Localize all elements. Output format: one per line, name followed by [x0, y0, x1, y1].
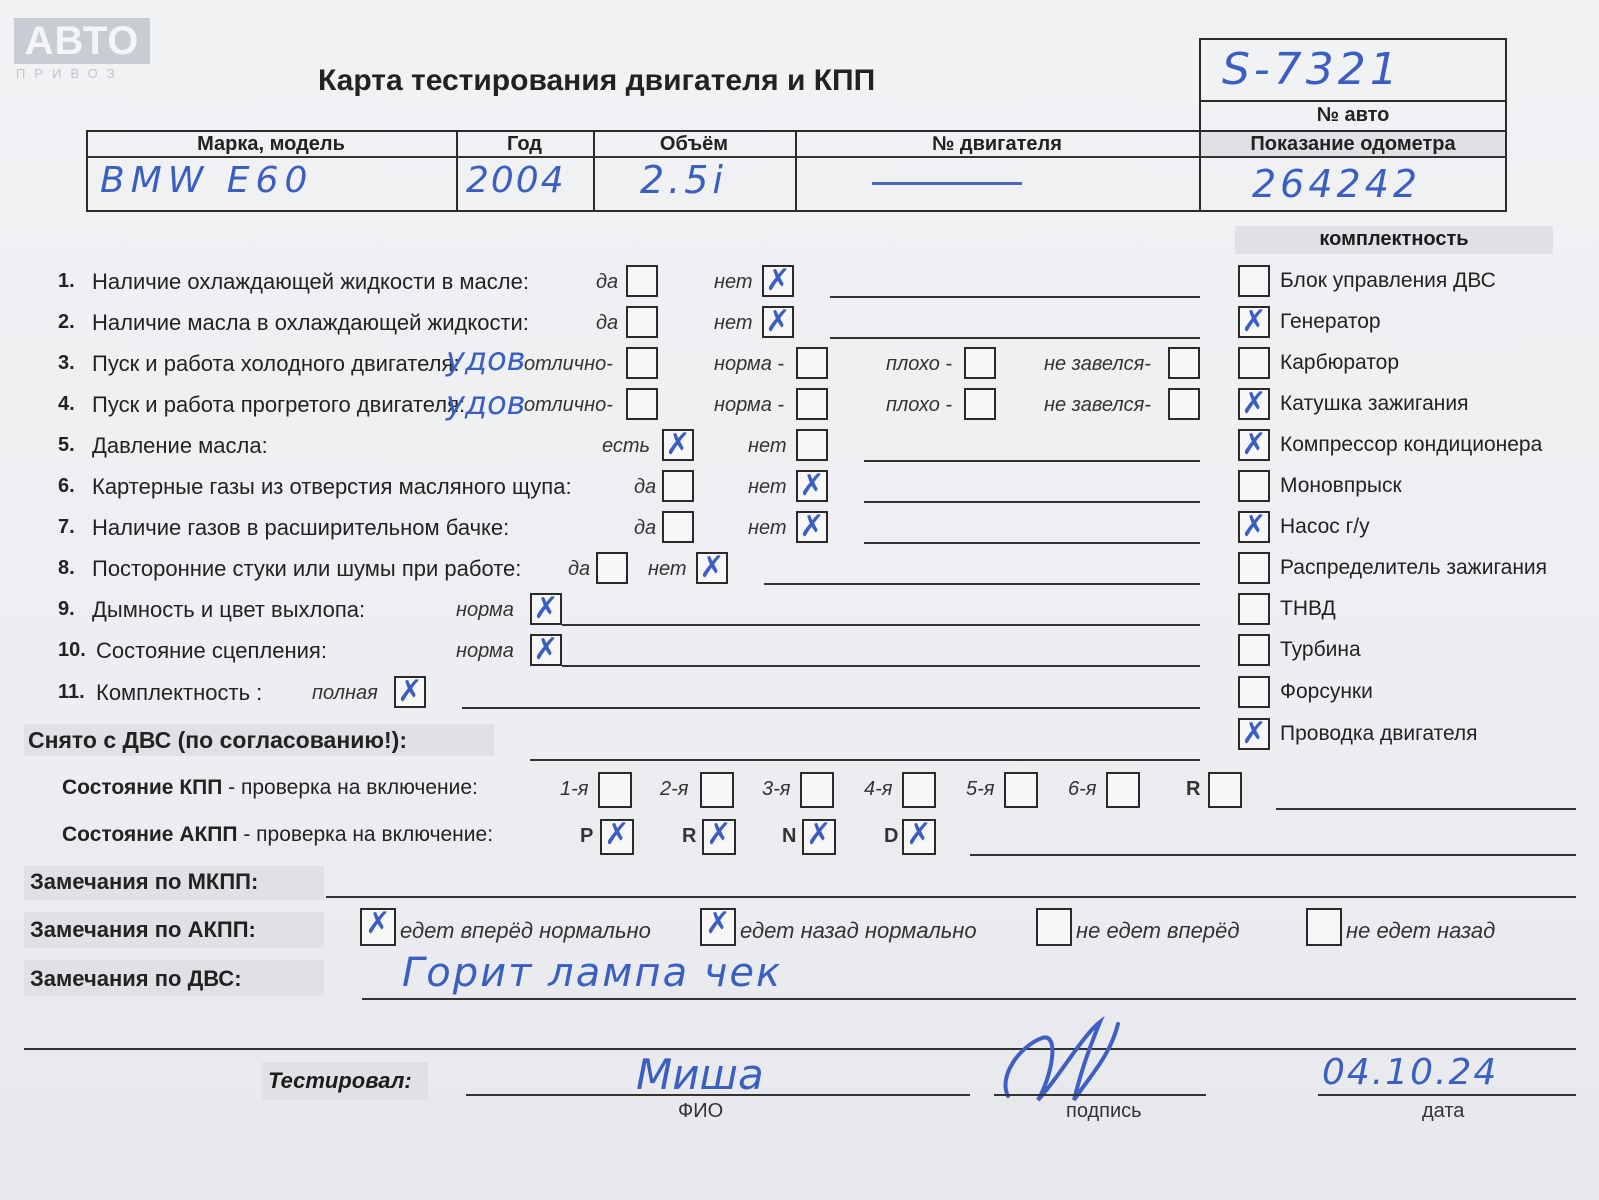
- q7-note-line: [864, 542, 1200, 544]
- gear-3-label: 3-я: [762, 778, 791, 800]
- q7-yes-checkbox[interactable]: [662, 511, 694, 543]
- akpp-forward-ok-checkbox[interactable]: [360, 908, 396, 946]
- q10-normal-mark: ✗: [533, 632, 559, 667]
- gear-1-checkbox[interactable]: [598, 772, 632, 808]
- q8-no-mark: ✗: [699, 550, 725, 585]
- akpp-label: [62, 823, 493, 847]
- akpp-p-mark: ✗: [604, 817, 630, 852]
- akpp-p-label: P: [580, 825, 594, 847]
- q4-nostart-label: не завелся-: [1044, 394, 1151, 416]
- q4-bad-label: плохо -: [886, 394, 953, 416]
- kit-checkbox-3[interactable]: [1238, 347, 1270, 379]
- q4-excellent-checkbox[interactable]: [626, 388, 658, 420]
- logo-subtitle: ПРИВОЗ: [16, 66, 124, 81]
- q4-excellent-label: отлично-: [524, 394, 613, 416]
- kit-checkbox-7[interactable]: [1238, 511, 1270, 543]
- kpp-label: [62, 776, 478, 800]
- kit-item-10: Турбина: [1280, 638, 1361, 661]
- q11-full-checkbox[interactable]: [394, 676, 426, 708]
- q4-nostart-checkbox[interactable]: [1168, 388, 1200, 420]
- q5-no-checkbox[interactable]: [796, 429, 828, 461]
- q1-no-mark: ✗: [765, 263, 791, 298]
- volume-label: Объём: [659, 133, 729, 155]
- kit-heading: комплектность: [1319, 228, 1469, 250]
- q8-note-line: [764, 583, 1200, 585]
- q3-normal-checkbox[interactable]: [796, 347, 828, 379]
- engine-number-dash: [872, 182, 1022, 185]
- q11-text: Комплектность :: [96, 680, 263, 705]
- q8-yes-label: да: [568, 558, 591, 580]
- q7-text: Наличие газов в расширительном бачке:: [92, 515, 510, 540]
- q4-bad-checkbox[interactable]: [964, 388, 996, 420]
- mkpp-notes-label: Замечания по МКПП:: [30, 869, 259, 894]
- q2-note-line: [830, 337, 1200, 339]
- akpp-no-forward-label: не едет вперёд: [1076, 918, 1240, 943]
- gear-2-label: 2-я: [660, 778, 689, 800]
- q2-no-mark: ✗: [765, 304, 791, 339]
- q5-yes-mark: ✗: [665, 427, 691, 462]
- akpp-p-checkbox[interactable]: [600, 819, 634, 855]
- akpp-backward-ok-checkbox[interactable]: [700, 908, 736, 946]
- q9-normal-label: норма: [456, 599, 514, 621]
- page-title: Карта тестирования двигателя и КПП: [318, 64, 876, 97]
- year-label: Год: [507, 133, 542, 155]
- q4-text: Пуск и работа прогретого двигателя:: [92, 392, 466, 417]
- akpp-no-backward-label: не едет назад: [1346, 918, 1496, 943]
- kit-item-12: Проводка двигателя: [1280, 722, 1478, 745]
- q5-no-label: нет: [748, 435, 787, 457]
- akpp-n-mark: ✗: [806, 817, 832, 852]
- akpp-n-checkbox[interactable]: [802, 819, 836, 855]
- q3-bad-checkbox[interactable]: [964, 347, 996, 379]
- q6-number: 6.: [58, 475, 75, 497]
- removed-line: [530, 759, 1200, 761]
- kit-checkbox-2[interactable]: [1238, 306, 1270, 338]
- q7-yes-label: да: [634, 517, 657, 539]
- q6-yes-checkbox[interactable]: [662, 470, 694, 502]
- fio-line: [466, 1094, 970, 1096]
- mkpp-notes-line: [326, 896, 1576, 898]
- signature-label: подпись: [1066, 1100, 1142, 1122]
- kit-mark-2: ✗: [1241, 304, 1267, 339]
- q5-number: 5.: [58, 434, 75, 456]
- dvs-notes-label: Замечания по ДВС:: [30, 966, 242, 991]
- gear-3-checkbox[interactable]: [800, 772, 834, 808]
- fio-label: ФИО: [678, 1100, 724, 1122]
- dvs-notes-line: [362, 998, 1576, 1000]
- q9-text: Дымность и цвет выхлопа:: [92, 597, 366, 622]
- q5-text: Давление масла:: [92, 433, 268, 458]
- akpp-label-bold: Состояние АКПП: [62, 823, 238, 846]
- q11-full-label: полная: [312, 682, 378, 704]
- akpp-label-rest: - проверка на включение:: [237, 823, 494, 846]
- q5-yes-label: есть: [602, 435, 651, 457]
- q2-yes-checkbox[interactable]: [626, 306, 658, 338]
- q3-number: 3.: [58, 352, 75, 374]
- q1-text: Наличие охлаждающей жидкости в масле:: [92, 269, 529, 294]
- q11-number: 11.: [58, 681, 85, 703]
- q7-no-checkbox[interactable]: [796, 511, 828, 543]
- q6-note-line: [864, 501, 1200, 503]
- q3-excellent-label: отлично-: [524, 353, 613, 375]
- q11-note-line: [462, 707, 1200, 709]
- akpp-r-mark: ✗: [706, 817, 732, 852]
- akpp-forward-ok-label: едет вперёд нормально: [400, 918, 651, 943]
- date-line: [1318, 1094, 1576, 1096]
- gear-5-label: 5-я: [966, 778, 995, 800]
- q6-no-label: нет: [748, 476, 787, 498]
- kit-checkbox-10[interactable]: [1238, 634, 1270, 666]
- q8-no-label: нет: [648, 558, 687, 580]
- kpp-label-rest: - проверка на включение:: [222, 776, 478, 799]
- akpp-no-backward-checkbox[interactable]: [1306, 908, 1342, 946]
- q8-number: 8.: [58, 557, 75, 579]
- kit-mark-7: ✗: [1241, 509, 1267, 544]
- kit-item-9: ТНВД: [1280, 597, 1336, 620]
- kit-checkbox-4[interactable]: [1238, 388, 1270, 420]
- q11-full-mark: ✗: [397, 674, 423, 709]
- akpp-d-label: D: [884, 825, 899, 847]
- fio-handwritten: Миша: [636, 1050, 764, 1099]
- gear-6-label: 6-я: [1068, 778, 1097, 800]
- akpp-d-checkbox[interactable]: [902, 819, 936, 855]
- akpp-r-checkbox[interactable]: [702, 819, 736, 855]
- q9-normal-mark: ✗: [533, 591, 559, 626]
- q3-nostart-label: не завелся-: [1044, 353, 1151, 375]
- q7-no-mark: ✗: [799, 509, 825, 544]
- car-number-label: № авто: [1316, 104, 1390, 126]
- kpp-note-line: [1276, 808, 1576, 810]
- kit-item-11: Форсунки: [1280, 680, 1373, 703]
- kit-item-8: Распределитель зажигания: [1280, 556, 1548, 579]
- dvs-notes-line-2: [24, 1048, 1576, 1050]
- q2-number: 2.: [58, 311, 75, 333]
- q4-normal-checkbox[interactable]: [796, 388, 828, 420]
- engine-number-label: № двигателя: [932, 133, 1062, 155]
- q2-no-label: нет: [714, 312, 753, 334]
- q6-no-checkbox[interactable]: [796, 470, 828, 502]
- q10-text: Состояние сцепления:: [96, 638, 327, 663]
- kit-item-5: Компрессор кондиционера: [1280, 433, 1543, 456]
- q1-note-line: [830, 296, 1200, 298]
- odometer-value: 264242: [1252, 162, 1422, 206]
- kit-mark-4: ✗: [1241, 386, 1267, 421]
- signature-drawing: [990, 1016, 1140, 1112]
- car-number-value: S-7321: [1222, 44, 1402, 95]
- q8-yes-checkbox[interactable]: [596, 552, 628, 584]
- q3-nostart-checkbox[interactable]: [1168, 347, 1200, 379]
- kit-item-2: Генератор: [1280, 310, 1381, 333]
- q10-normal-label: норма: [456, 640, 514, 662]
- kit-checkbox-8[interactable]: [1238, 552, 1270, 584]
- kit-item-4: Катушка зажигания: [1280, 392, 1469, 415]
- q2-text: Наличие масла в охлаждающей жидкости:: [92, 310, 529, 335]
- removed-label: Снято с ДВС (по согласованию!):: [28, 727, 407, 753]
- akpp-backward-ok-mark: ✗: [705, 906, 731, 941]
- gear-1-label: 1-я: [560, 778, 589, 800]
- kit-checkbox-5[interactable]: [1238, 429, 1270, 461]
- kit-checkbox-11[interactable]: [1238, 676, 1270, 708]
- q7-no-label: нет: [748, 517, 787, 539]
- q9-normal-checkbox[interactable]: [530, 593, 562, 625]
- q1-no-label: нет: [714, 271, 753, 293]
- akpp-n-label: N: [782, 825, 797, 847]
- kit-item-3: Карбюратор: [1280, 351, 1400, 374]
- q10-number: 10.: [58, 639, 86, 661]
- akpp-d-mark: ✗: [906, 817, 932, 852]
- q1-yes-label: да: [596, 271, 619, 293]
- dvs-note-handwritten: Горит лампа чек: [402, 950, 783, 996]
- q6-text: Картерные газы из отверстия масляного щупа:: [92, 474, 572, 499]
- gear-4-label: 4-я: [864, 778, 893, 800]
- q6-no-mark: ✗: [799, 468, 825, 503]
- kit-item-6: Моновпрыск: [1280, 474, 1402, 497]
- q10-note-line: [562, 665, 1200, 667]
- kit-item-7: Насос г/у: [1280, 515, 1370, 538]
- gear-4-checkbox[interactable]: [902, 772, 936, 808]
- q1-yes-checkbox[interactable]: [626, 265, 658, 297]
- kit-item-1: Блок управления ДВС: [1280, 269, 1496, 292]
- q3-normal-label: норма -: [714, 353, 785, 375]
- akpp-r-label: R: [682, 825, 697, 847]
- make-value: BMW E60: [100, 160, 314, 201]
- akpp-no-forward-checkbox[interactable]: [1036, 908, 1072, 946]
- q1-no-checkbox[interactable]: [762, 265, 794, 297]
- q5-yes-checkbox[interactable]: [662, 429, 694, 461]
- akpp-backward-ok-label: едет назад нормально: [740, 918, 977, 943]
- gear-r-label: R: [1186, 778, 1201, 800]
- q6-yes-label: да: [634, 476, 657, 498]
- kit-checkbox-1[interactable]: [1238, 265, 1270, 297]
- gear-2-checkbox[interactable]: [700, 772, 734, 808]
- volume-value: 2.5i: [640, 158, 727, 202]
- odometer-label: Показание одометра: [1250, 133, 1456, 155]
- date-handwritten: 04.10.24: [1322, 1052, 1499, 1093]
- date-label: дата: [1422, 1100, 1465, 1122]
- kit-checkbox-12[interactable]: [1238, 718, 1270, 750]
- q9-note-line: [562, 624, 1200, 626]
- kit-checkbox-9[interactable]: [1238, 593, 1270, 625]
- kit-mark-12: ✗: [1241, 716, 1267, 751]
- kit-mark-5: ✗: [1241, 427, 1267, 462]
- make-label: Марка, модель: [197, 133, 345, 155]
- logo: АВТО: [14, 18, 150, 64]
- year-value: 2004: [466, 160, 566, 201]
- q8-no-checkbox[interactable]: [696, 552, 728, 584]
- q2-no-checkbox[interactable]: [762, 306, 794, 338]
- q4-normal-label: норма -: [714, 394, 785, 416]
- tested-label: Тестировал:: [268, 1068, 412, 1093]
- kit-checkbox-6[interactable]: [1238, 470, 1270, 502]
- q7-number: 7.: [58, 516, 75, 538]
- q4-number: 4.: [58, 393, 75, 415]
- q8-text: Посторонние стуки или шумы при работе:: [92, 556, 522, 581]
- akpp-note-line: [970, 854, 1576, 856]
- q2-yes-label: да: [596, 312, 619, 334]
- q1-number: 1.: [58, 270, 75, 292]
- q3-handwritten: удов: [446, 340, 526, 378]
- q3-excellent-checkbox[interactable]: [626, 347, 658, 379]
- signature-line: [994, 1094, 1206, 1096]
- kpp-label-bold: Состояние КПП: [62, 776, 223, 799]
- q10-normal-checkbox[interactable]: [530, 634, 562, 666]
- q3-bad-label: плохо -: [886, 353, 953, 375]
- q3-text: Пуск и работа холодного двигателя:: [92, 351, 460, 376]
- gear-6-checkbox[interactable]: [1106, 772, 1140, 808]
- q5-note-line: [864, 460, 1200, 462]
- gear-r-checkbox[interactable]: [1208, 772, 1242, 808]
- q4-handwritten: удов: [446, 384, 526, 422]
- akpp-forward-ok-mark: ✗: [365, 906, 391, 941]
- gear-5-checkbox[interactable]: [1004, 772, 1038, 808]
- akpp-notes-label: Замечания по АКПП:: [30, 917, 256, 942]
- q9-number: 9.: [58, 598, 75, 620]
